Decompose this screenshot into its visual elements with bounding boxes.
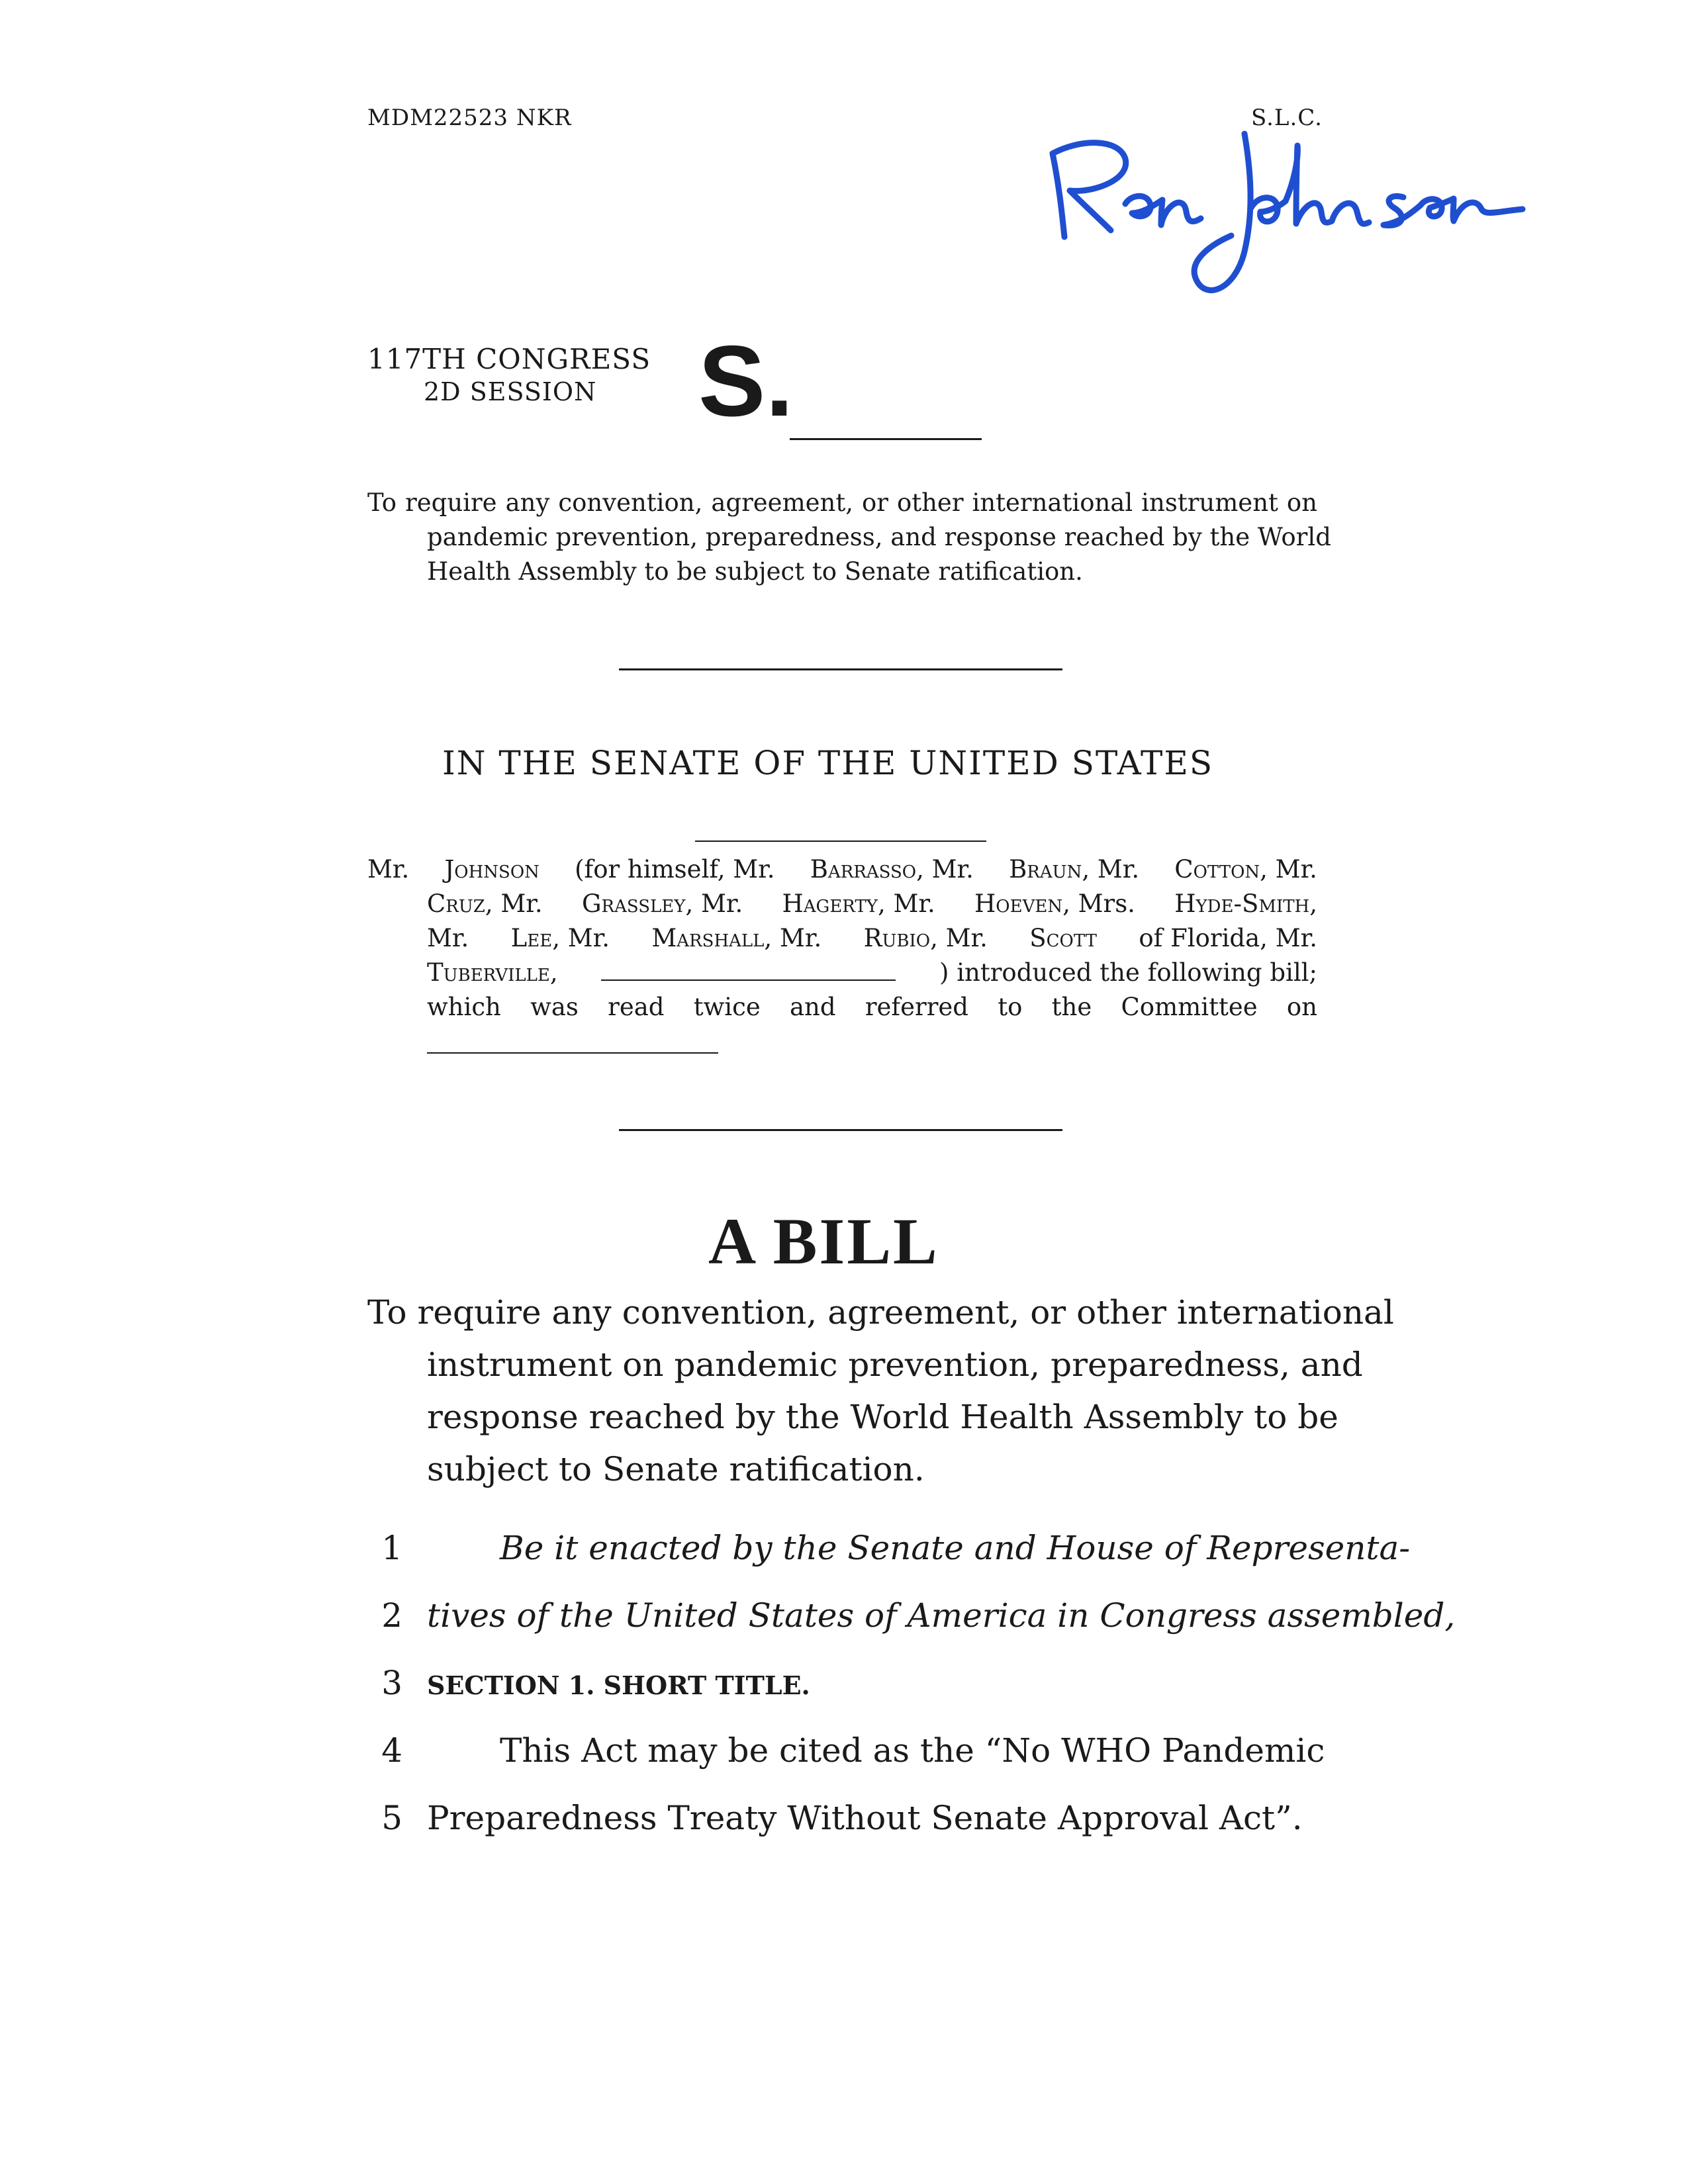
sponsors-text: , [549,958,558,987]
line-number: 3 [381,1664,402,1702]
sponsor-name: Cruz [427,889,485,918]
sponsor-name: Hyde-Smith [1174,889,1310,918]
sponsors-text: Mr. [427,924,469,952]
section-heading: SECTION 1. SHORT TITLE. [427,1670,810,1700]
sponsors-text: , Mr. [552,924,610,952]
sponsor-name: Johnson [444,855,539,884]
slc-marker: S.L.C. [1251,105,1323,131]
sponsors-text: of Florida, Mr. [1139,924,1317,952]
line-number: 4 [381,1731,402,1770]
divider-3 [619,1129,1062,1131]
summary-line-3: Health Assembly to be subject to Senate ratification. [427,557,1083,586]
line-number: 5 [381,1799,402,1837]
bill-prefix: S. [698,325,794,437]
long-title-line-1: To require any convention, agreement, or other international [367,1293,1394,1332]
committee-blank [427,1052,718,1054]
document-code: MDM22523 NKR [367,105,572,131]
sponsor-name: Tuberville [427,958,550,987]
sponsors-text: , Mr. [485,889,543,918]
enacting-clause-line-2: tives of the United States of America in Congress assembled, [427,1596,1456,1635]
sponsors-text: , Mrs. [1062,889,1135,918]
sponsor-name: Lee [510,924,553,952]
line-number: 1 [381,1529,402,1567]
short-title-line-1: This Act may be cited as the “No WHO Pandemic [500,1731,1325,1770]
long-title-line-4: subject to Senate ratification. [427,1450,925,1488]
sponsor-name: Scott [1029,924,1097,952]
sponsor-name: Barrasso [810,855,917,884]
sponsors-line-3 [427,924,1317,952]
bill-number-blank [790,438,982,440]
summary-line-1: To require any convention, agreement, or other international instrument on [367,488,1317,517]
sponsors-line-5: which was read twice and referred to the Committee on [427,993,1317,1021]
sponsor-name: Marshall [651,924,765,952]
summary-line-2: pandemic prevention, preparedness, and response reached by the World [427,523,1331,551]
line-number: 2 [381,1596,402,1635]
sponsors-text: , Mr. [685,889,743,918]
senate-heading: IN THE SENATE OF THE UNITED STATES [442,744,1214,782]
sponsors-text: , Mr. [1082,855,1140,884]
long-title-line-2: instrument on pandemic prevention, preparedness, and [427,1345,1363,1384]
bill-heading: A BILL [708,1205,939,1278]
sponsors-text: , [1309,889,1317,918]
short-title-line-2: Preparedness Treaty Without Senate Approval Act”. [427,1799,1303,1837]
session-label: 2D SESSION [424,377,597,406]
sponsor-name: Grassley [581,889,686,918]
sponsor-name: Rubio [863,924,931,952]
sponsor-name: Cotton [1174,855,1260,884]
sponsors-line-4 [427,958,1317,987]
sponsors-text: , Mr. [930,924,988,952]
long-title-line-3: response reached by the World Health Assembly to be [427,1398,1338,1436]
divider-1 [619,668,1062,670]
sponsors-text: , Mr. [764,924,822,952]
sponsor-name: Hoeven [974,889,1063,918]
sponsor-name: Hagerty [782,889,878,918]
congress-number: 117TH CONGRESS [367,343,651,375]
sponsors-text: (for himself, Mr. [575,855,775,884]
signature [1033,119,1536,318]
enacting-clause-line-1: Be it enacted by the Senate and House of Representa- [500,1529,1411,1567]
sponsors-text: , Mr. [916,855,974,884]
sponsors-text: , Mr. [877,889,935,918]
sponsors-text: Mr. [367,855,410,884]
sponsors-line-2 [427,889,1317,918]
sponsors-text: , Mr. [1260,855,1317,884]
date-blank [601,960,896,981]
sponsor-name: Braun [1009,855,1082,884]
divider-2 [695,841,986,842]
sponsors-text: ) introduced the following bill; [939,958,1317,987]
sponsors-line-1 [367,855,1317,884]
